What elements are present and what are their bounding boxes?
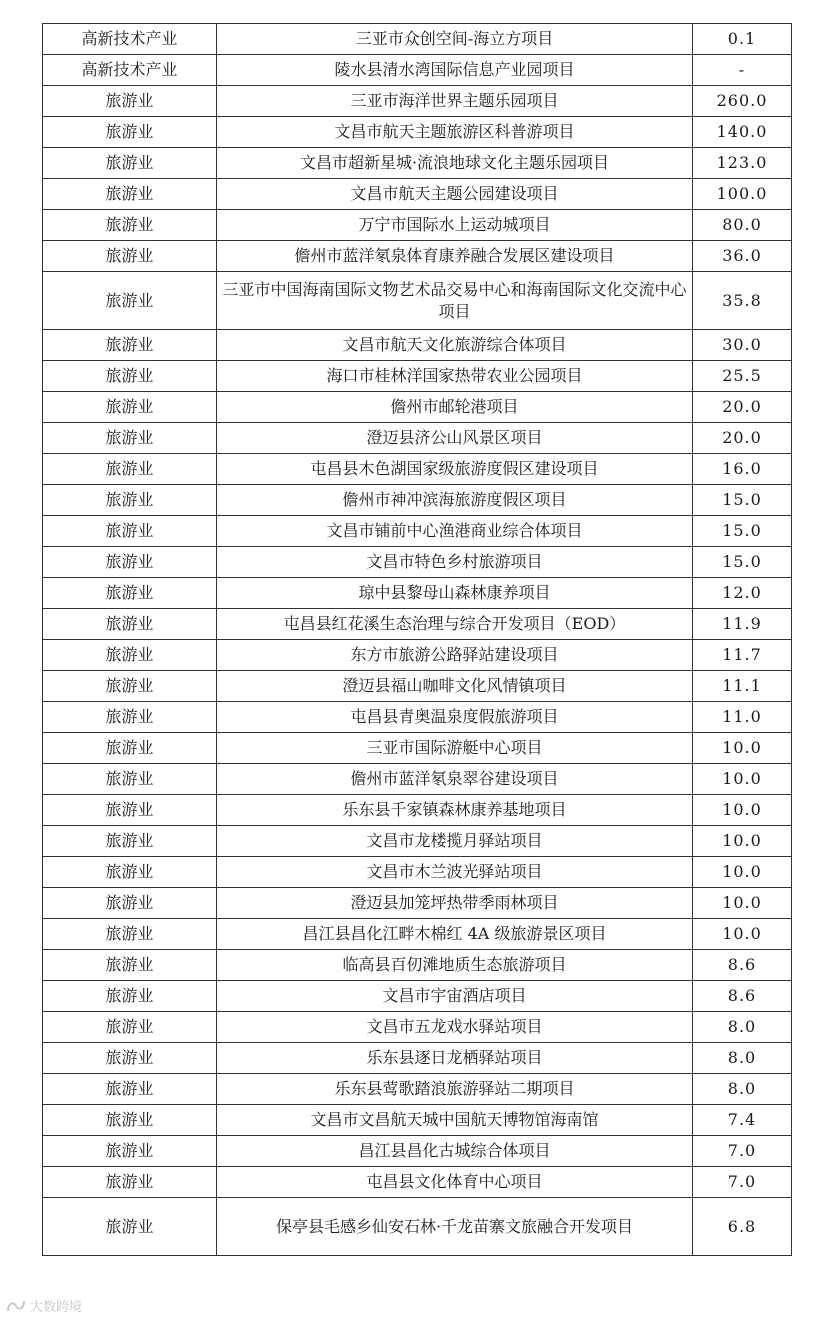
industry-cell: 旅游业 bbox=[43, 241, 217, 272]
project-cell: 乐东县千家镇森林康养基地项目 bbox=[217, 795, 693, 826]
amount-cell: 30.0 bbox=[693, 330, 792, 361]
project-cell: 澄迈县福山咖啡文化风情镇项目 bbox=[217, 671, 693, 702]
industry-cell: 旅游业 bbox=[43, 795, 217, 826]
amount-cell: 8.6 bbox=[693, 981, 792, 1012]
project-cell: 屯昌县文化体育中心项目 bbox=[217, 1167, 693, 1198]
industry-cell: 旅游业 bbox=[43, 423, 217, 454]
amount-cell: 6.8 bbox=[693, 1198, 792, 1256]
amount-cell: - bbox=[693, 55, 792, 86]
industry-cell: 旅游业 bbox=[43, 117, 217, 148]
table-row bbox=[43, 888, 792, 919]
amount-cell: 25.5 bbox=[693, 361, 792, 392]
amount-cell: 10.0 bbox=[693, 826, 792, 857]
amount-cell: 8.0 bbox=[693, 1043, 792, 1074]
amount-cell: 16.0 bbox=[693, 454, 792, 485]
project-cell: 三亚市众创空间-海立方项目 bbox=[217, 24, 693, 55]
amount-cell: 80.0 bbox=[693, 210, 792, 241]
projects-table bbox=[42, 23, 792, 1256]
project-cell: 澄迈县加笼坪热带季雨林项目 bbox=[217, 888, 693, 919]
table-row bbox=[43, 1167, 792, 1198]
amount-cell: 140.0 bbox=[693, 117, 792, 148]
industry-cell: 高新技术产业 bbox=[43, 55, 217, 86]
amount-cell: 123.0 bbox=[693, 148, 792, 179]
table-row bbox=[43, 671, 792, 702]
project-cell: 屯昌县红花溪生态治理与综合开发项目（EOD） bbox=[217, 609, 693, 640]
project-cell: 万宁市国际水上运动城项目 bbox=[217, 210, 693, 241]
table-row bbox=[43, 1198, 792, 1256]
table-row bbox=[43, 795, 792, 826]
amount-cell: 11.1 bbox=[693, 671, 792, 702]
amount-cell: 11.0 bbox=[693, 702, 792, 733]
table-row bbox=[43, 609, 792, 640]
table-row bbox=[43, 330, 792, 361]
industry-cell: 旅游业 bbox=[43, 1167, 217, 1198]
industry-cell: 旅游业 bbox=[43, 485, 217, 516]
project-cell: 临高县百仞滩地质生态旅游项目 bbox=[217, 950, 693, 981]
table-row bbox=[43, 733, 792, 764]
project-cell: 文昌市宇宙酒店项目 bbox=[217, 981, 693, 1012]
industry-cell: 旅游业 bbox=[43, 330, 217, 361]
industry-cell: 旅游业 bbox=[43, 361, 217, 392]
industry-cell: 旅游业 bbox=[43, 179, 217, 210]
project-cell: 三亚市国际游艇中心项目 bbox=[217, 733, 693, 764]
table-row bbox=[43, 981, 792, 1012]
industry-cell: 旅游业 bbox=[43, 1043, 217, 1074]
project-cell: 文昌市五龙戏水驿站项目 bbox=[217, 1012, 693, 1043]
amount-cell: 20.0 bbox=[693, 423, 792, 454]
watermark-text: 大数跨境 bbox=[30, 1300, 83, 1315]
table-row bbox=[43, 1136, 792, 1167]
industry-cell: 旅游业 bbox=[43, 210, 217, 241]
project-cell: 文昌市航天文化旅游综合体项目 bbox=[217, 330, 693, 361]
industry-cell: 旅游业 bbox=[43, 1012, 217, 1043]
industry-cell: 旅游业 bbox=[43, 888, 217, 919]
table-row bbox=[43, 148, 792, 179]
amount-cell: 11.7 bbox=[693, 640, 792, 671]
table-row bbox=[43, 55, 792, 86]
amount-cell: 10.0 bbox=[693, 733, 792, 764]
industry-cell: 旅游业 bbox=[43, 764, 217, 795]
project-cell: 文昌市航天主题公园建设项目 bbox=[217, 179, 693, 210]
industry-cell: 旅游业 bbox=[43, 148, 217, 179]
industry-cell: 旅游业 bbox=[43, 857, 217, 888]
table-row bbox=[43, 24, 792, 55]
table-row bbox=[43, 423, 792, 454]
industry-cell: 旅游业 bbox=[43, 640, 217, 671]
amount-cell: 7.0 bbox=[693, 1136, 792, 1167]
table-row bbox=[43, 210, 792, 241]
industry-cell: 旅游业 bbox=[43, 950, 217, 981]
table-row bbox=[43, 392, 792, 423]
project-cell: 陵水县清水湾国际信息产业园项目 bbox=[217, 55, 693, 86]
table-row bbox=[43, 950, 792, 981]
table-row bbox=[43, 485, 792, 516]
industry-cell: 旅游业 bbox=[43, 1136, 217, 1167]
amount-cell: 36.0 bbox=[693, 241, 792, 272]
industry-cell: 旅游业 bbox=[43, 702, 217, 733]
amount-cell: 15.0 bbox=[693, 516, 792, 547]
table-row bbox=[43, 86, 792, 117]
amount-cell: 15.0 bbox=[693, 547, 792, 578]
table-row bbox=[43, 857, 792, 888]
amount-cell: 8.6 bbox=[693, 950, 792, 981]
table-row bbox=[43, 179, 792, 210]
industry-cell: 旅游业 bbox=[43, 578, 217, 609]
amount-cell: 0.1 bbox=[693, 24, 792, 55]
table-row bbox=[43, 454, 792, 485]
industry-cell: 旅游业 bbox=[43, 826, 217, 857]
industry-cell: 旅游业 bbox=[43, 671, 217, 702]
amount-cell: 8.0 bbox=[693, 1074, 792, 1105]
table-row bbox=[43, 1043, 792, 1074]
project-cell: 文昌市特色乡村旅游项目 bbox=[217, 547, 693, 578]
industry-cell: 旅游业 bbox=[43, 392, 217, 423]
industry-cell: 旅游业 bbox=[43, 1105, 217, 1136]
project-cell: 东方市旅游公路驿站建设项目 bbox=[217, 640, 693, 671]
project-cell: 乐东县逐日龙栖驿站项目 bbox=[217, 1043, 693, 1074]
project-cell: 琼中县黎母山森林康养项目 bbox=[217, 578, 693, 609]
table-row bbox=[43, 272, 792, 330]
table-row bbox=[43, 1074, 792, 1105]
table-row bbox=[43, 578, 792, 609]
table-row bbox=[43, 1012, 792, 1043]
industry-cell: 高新技术产业 bbox=[43, 24, 217, 55]
industry-cell: 旅游业 bbox=[43, 516, 217, 547]
table-row bbox=[43, 117, 792, 148]
industry-cell: 旅游业 bbox=[43, 609, 217, 640]
project-cell: 三亚市海洋世界主题乐园项目 bbox=[217, 86, 693, 117]
project-cell: 文昌市航天主题旅游区科普游项目 bbox=[217, 117, 693, 148]
amount-cell: 10.0 bbox=[693, 764, 792, 795]
table-row bbox=[43, 764, 792, 795]
project-cell: 屯昌县木色湖国家级旅游度假区建设项目 bbox=[217, 454, 693, 485]
project-cell: 文昌市木兰波光驿站项目 bbox=[217, 857, 693, 888]
project-cell: 昌江县昌化古城综合体项目 bbox=[217, 1136, 693, 1167]
project-cell: 文昌市铺前中心渔港商业综合体项目 bbox=[217, 516, 693, 547]
project-cell: 文昌市超新星城·流浪地球文化主题乐园项目 bbox=[217, 148, 693, 179]
amount-cell: 8.0 bbox=[693, 1012, 792, 1043]
table-row bbox=[43, 241, 792, 272]
industry-cell: 旅游业 bbox=[43, 919, 217, 950]
project-cell: 屯昌县青奥温泉度假旅游项目 bbox=[217, 702, 693, 733]
table-row bbox=[43, 919, 792, 950]
table-row bbox=[43, 640, 792, 671]
amount-cell: 7.0 bbox=[693, 1167, 792, 1198]
amount-cell: 100.0 bbox=[693, 179, 792, 210]
amount-cell: 11.9 bbox=[693, 609, 792, 640]
amount-cell: 12.0 bbox=[693, 578, 792, 609]
project-cell: 昌江县昌化江畔木棉红 4A 级旅游景区项目 bbox=[217, 919, 693, 950]
project-cell: 儋州市邮轮港项目 bbox=[217, 392, 693, 423]
amount-cell: 10.0 bbox=[693, 795, 792, 826]
project-cell: 儋州市神冲滨海旅游度假区项目 bbox=[217, 485, 693, 516]
amount-cell: 35.8 bbox=[693, 272, 792, 330]
table-row bbox=[43, 702, 792, 733]
amount-cell: 260.0 bbox=[693, 86, 792, 117]
amount-cell: 7.4 bbox=[693, 1105, 792, 1136]
amount-cell: 15.0 bbox=[693, 485, 792, 516]
project-cell: 儋州市蓝洋氡泉翠谷建设项目 bbox=[217, 764, 693, 795]
project-cell: 文昌市龙楼揽月驿站项目 bbox=[217, 826, 693, 857]
project-cell: 文昌市文昌航天城中国航天博物馆海南馆 bbox=[217, 1105, 693, 1136]
table-row bbox=[43, 547, 792, 578]
industry-cell: 旅游业 bbox=[43, 981, 217, 1012]
amount-cell: 10.0 bbox=[693, 857, 792, 888]
table-row bbox=[43, 826, 792, 857]
industry-cell: 旅游业 bbox=[43, 272, 217, 330]
industry-cell: 旅游业 bbox=[43, 1074, 217, 1105]
amount-cell: 20.0 bbox=[693, 392, 792, 423]
industry-cell: 旅游业 bbox=[43, 454, 217, 485]
amount-cell: 10.0 bbox=[693, 919, 792, 950]
industry-cell: 旅游业 bbox=[43, 86, 217, 117]
project-cell: 三亚市中国海南国际文物艺术品交易中心和海南国际文化交流中心项目 bbox=[217, 272, 693, 330]
project-cell: 乐东县莺歌踏浪旅游驿站二期项目 bbox=[217, 1074, 693, 1105]
table-row bbox=[43, 516, 792, 547]
table-row bbox=[43, 361, 792, 392]
table-row bbox=[43, 1105, 792, 1136]
industry-cell: 旅游业 bbox=[43, 733, 217, 764]
project-cell: 保亭县毛感乡仙安石林·千龙苗寨文旅融合开发项目 bbox=[217, 1198, 693, 1256]
watermark bbox=[6, 1296, 82, 1315]
project-cell: 儋州市蓝洋氡泉体育康养融合发展区建设项目 bbox=[217, 241, 693, 272]
industry-cell: 旅游业 bbox=[43, 547, 217, 578]
project-cell: 澄迈县济公山风景区项目 bbox=[217, 423, 693, 454]
project-cell: 海口市桂林洋国家热带农业公园项目 bbox=[217, 361, 693, 392]
amount-cell: 10.0 bbox=[693, 888, 792, 919]
industry-cell: 旅游业 bbox=[43, 1198, 217, 1256]
brand-logo-icon bbox=[6, 1299, 26, 1313]
